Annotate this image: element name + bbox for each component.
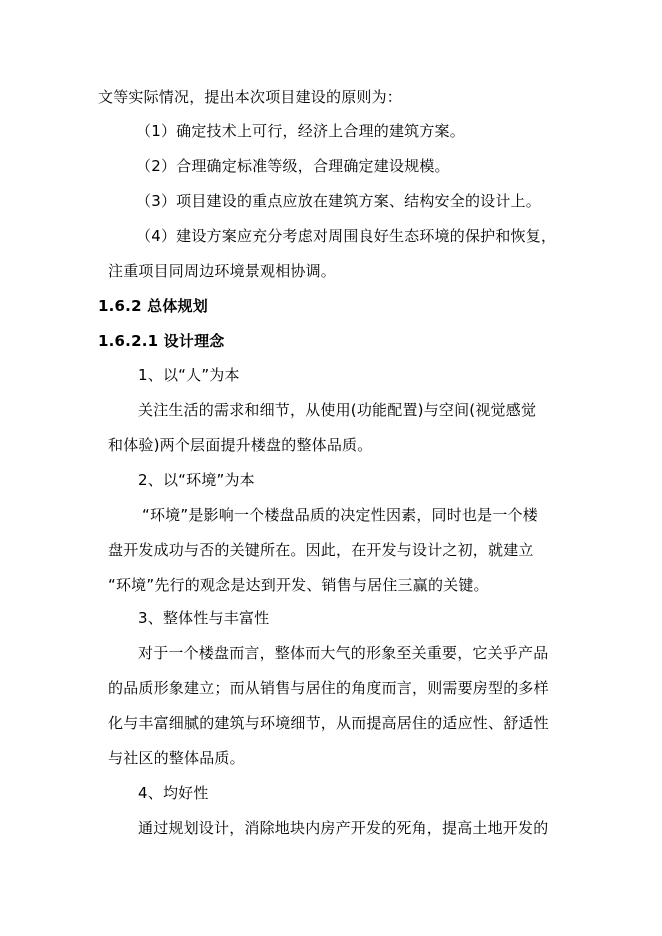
list-item: （2）合理确定标准等级，合理确定建设规模。 — [136, 157, 450, 175]
list-item: （4）建设方案应充分考虑对周围良好生态环境的保护和恢复， — [136, 227, 557, 245]
item-title: 1、以“人”为本 — [138, 366, 240, 384]
paragraph-line: 文等实际情况，提出本次项目建设的原则为： — [98, 88, 403, 106]
paragraph-line: “环境”是影响一个楼盘品质的决定性因素，同时也是一个楼 — [142, 506, 538, 524]
subsection-heading: 1.6.2.1 设计理念 — [98, 332, 225, 350]
item-title: 2、以“环境”为本 — [138, 471, 255, 489]
paragraph-line: 通过规划设计，消除地块内房产开发的死角，提高土地开发的 — [138, 819, 549, 837]
paragraph-line: 与社区的整体品质。 — [108, 749, 245, 767]
section-heading: 1.6.2 总体规划 — [98, 297, 208, 315]
paragraph-line: 的品质形象建立；而从销售与居住的角度而言，则需要房型的多样 — [108, 679, 549, 697]
paragraph-line: 和体验)两个层面提升楼盘的整体品质。 — [108, 436, 373, 454]
list-item: （3）项目建设的重点应放在建筑方案、结构安全的设计上。 — [136, 192, 541, 210]
paragraph-line: 对于一个楼盘而言，整体而大气的形象至关重要，它关乎产品 — [138, 644, 549, 662]
paragraph-line: 化与丰富细腻的建筑与环境细节，从而提高居住的适应性、舒适性 — [108, 714, 549, 732]
paragraph-line: 盘开发成功与否的关键所在。因此，在开发与设计之初，就建立 — [108, 541, 534, 559]
item-title: 4、均好性 — [138, 784, 209, 802]
list-item: （1）确定技术上可行，经济上合理的建筑方案。 — [136, 122, 465, 140]
paragraph-line: 关注生活的需求和细节，从使用(功能配置)与空间(视觉感觉 — [138, 401, 537, 419]
paragraph-line: 注重项目同周边环境景观相协调。 — [108, 262, 337, 280]
paragraph-line: “环境”先行的观念是达到开发、销售与居住三赢的关键。 — [108, 576, 489, 594]
item-title: 3、整体性与丰富性 — [138, 609, 270, 627]
